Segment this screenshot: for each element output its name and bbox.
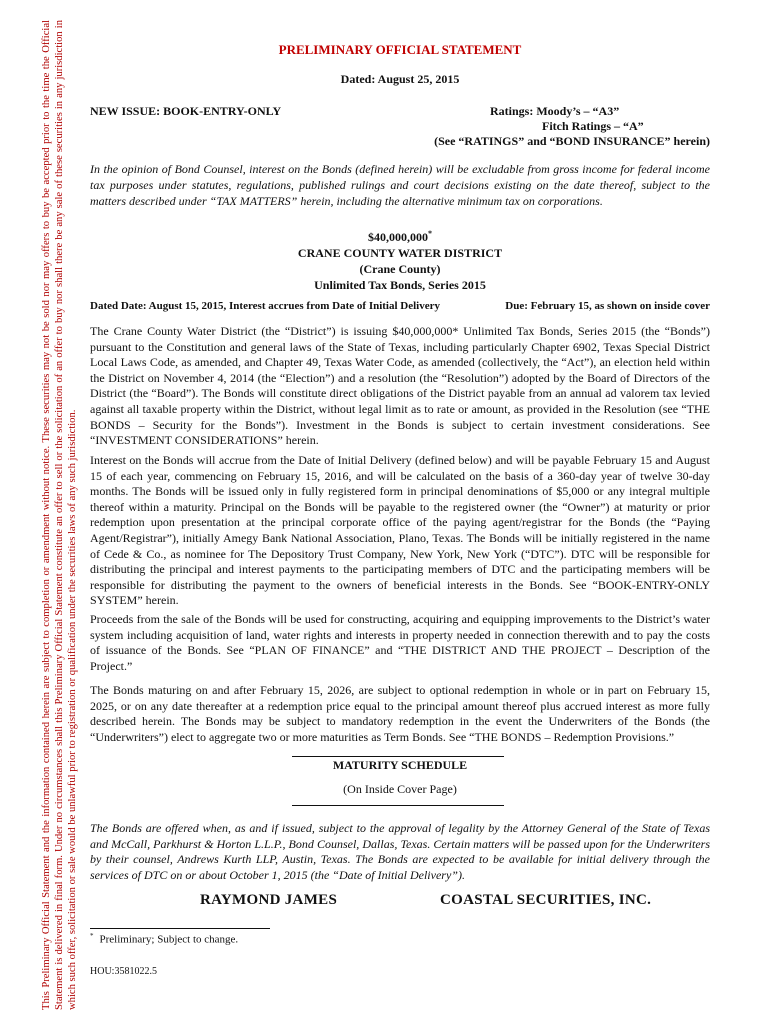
paragraph-proceeds: Proceeds from the sale of the Bonds will be used for constructing, acquiring and equipping improvements to the District’s water system including acquisition of land, water rights and interests in property needed in connection therewith and to pay the costs of issuance of the Bonds. See “PLAN OF FINANCE” and “THE DISTRICT AND THE PROJECT – Description of the Project.”	[90, 612, 710, 673]
tax-opinion: In the opinion of Bond Counsel, interest on the Bonds (defined herein) will be excludable from gross income for federal income tax purposes under statutes, regulations, published rulings and court decisions existing on the date thereof, subject to the matters described under “TAX MATTERS” herein, including the alternative minimum tax on corporations.	[90, 162, 710, 208]
paragraph-interest: Interest on the Bonds will accrue from the Date of Initial Delivery (defined below) and will be payable February 15 and August 15 of each year, commencing on February 15, 2016, and will be calculated on the basis of a 360-day year of twelve 30-day months. The Bonds will be issued only in fully registered form in principal denominations of $5,000 or any integral multiple thereof within a maturity. Principal on the Bonds will be payable to the registered owner (the “Owner”) at maturity or prior redemption upon presentation at the principal corporate office of the paying agent/registrar for the Bonds (the “Paying Agent/Registrar”), initially Amegy Bank National Association, Plano, Texas. The Bonds will be initially registered in the name of Cede & Co., as nominee for The Depository Trust Company, New York, New York (“DTC”). DTC will be responsible for distributing the principal and interest payments to the participating members of DTC and the participating members will be responsible for distributing the payment to the owners of beneficial interests in the Bonds. See “BOOK-ENTRY-ONLY SYSTEM” herein.	[90, 453, 710, 608]
divider-top	[292, 756, 504, 757]
underwriter-raymond-james: RAYMOND JAMES	[200, 892, 338, 908]
header	[90, 42, 710, 58]
offering-terms: The Bonds are offered when, as and if issued, subject to the approval of legality by the Attorney General of the State of Texas and McCall, Parkhurst & Horton L.L.P., Bond Counsel, Dallas, Texas. Certain matters will be passed upon for the Underwriters by their counsel, Andrews Kurth LLP, Austin, Texas. The Bonds are expected to be available for initial delivery through the services of DTC on or about October 1, 2015 (the “Date of Initial Delivery”).	[90, 821, 710, 882]
footnote	[90, 932, 238, 946]
footnote-mark: *	[90, 932, 94, 940]
offering-amount	[90, 226, 710, 245]
dateline	[90, 300, 710, 312]
underwriter-coastal-securities: COASTAL SECURITIES, INC.	[440, 892, 652, 908]
dated-date: Dated Date: August 15, 2015, Interest accrues from Date of Initial Delivery	[90, 300, 441, 312]
ratings-moodys: Ratings: Moody’s – “A3”	[490, 104, 620, 118]
issuer-name: CRANE COUNTY WATER DISTRICT	[297, 246, 503, 260]
maturity-subheading: (On Inside Cover Page)	[343, 782, 457, 796]
ratings-reference: (See “RATINGS” and “BOND INSURANCE” herein)	[434, 134, 710, 148]
footnote-text: Preliminary; Subject to change.	[99, 933, 239, 946]
divider-bottom	[292, 805, 504, 806]
bond-series: Unlimited Tax Bonds, Series 2015	[314, 278, 486, 292]
paragraph-redemption: The Bonds maturing on and after February 15, 2026, are subject to optional redemption in whole or in part on February 15, 2025, or on any date thereafter at a redemption price equal to the principal amount thereof plus accrued interest as more fully described herein. The Bonds may be subject to mandatory redemption in the event the Underwriters of the Bonds (the “Underwriters”) elect to aggregate two or more maturities as Term Bonds. See “THE BONDS – Redemption Provisions.”	[90, 683, 710, 744]
issue-ratings-row	[90, 104, 710, 133]
amount-text: $40,000,000	[368, 230, 428, 244]
red-herring-legend: This Preliminary Official Statement and the information contained herein are subject to completion or amendment without notice. These securities may not be sold nor may offers to buy be accepted prior to the time the Official Statement is delivered in final form. Under no circumstances shall this Preliminary Official Statement constitute an offer to sell or the solicitation of an offer to buy nor shall there be any sale of these securities in any jurisdiction in which such offer, solicitation or sale would be unlawful prior to registration or qualification under the securities laws of any such jurisdiction.	[41, 20, 78, 1010]
document-title: PRELIMINARY OFFICIAL STATEMENT	[278, 42, 522, 57]
document-id: HOU:3581022.5	[90, 966, 157, 977]
ratings-fitch: Fitch Ratings – “A”	[542, 119, 644, 133]
due-date: Due: February 15, as shown on inside cover	[505, 300, 710, 312]
maturity-heading: MATURITY SCHEDULE	[332, 758, 468, 772]
amount-footnote-mark: *	[428, 229, 432, 238]
dated-line: Dated: August 25, 2015	[340, 72, 460, 86]
footnote-divider	[90, 928, 270, 929]
issuer-county: (Crane County)	[359, 262, 441, 276]
paragraph-issuance: The Crane County Water District (the “District”) is issuing $40,000,000* Unlimited Tax Bonds, Series 2015 (the “Bonds”) pursuant to the Constitution and general laws of the State of Texas, including particularly Chapter 6902, Texas Special District Local Laws Code, as amended, and Chapter 49, Texas Water Code, as amended (collectively, the “Act”), an election held within the District on November 4, 2014 (the “Election”) and a resolution (the “Resolution”) adopted by the Board of Directors of the District (the “Board”). The Bonds will constitute direct obligations of the District payable from an annual ad valorem tax levied against all taxable property within the District, without legal limit as to rate or amount, as provided in the Resolution (see “THE BONDS – Security for the Bonds”). Investment in the Bonds is subject to certain investment considerations. See “INVESTMENT CONSIDERATIONS” herein.	[90, 324, 710, 448]
offering-block	[90, 226, 710, 293]
new-issue-label: NEW ISSUE: BOOK-ENTRY-ONLY	[90, 104, 282, 118]
